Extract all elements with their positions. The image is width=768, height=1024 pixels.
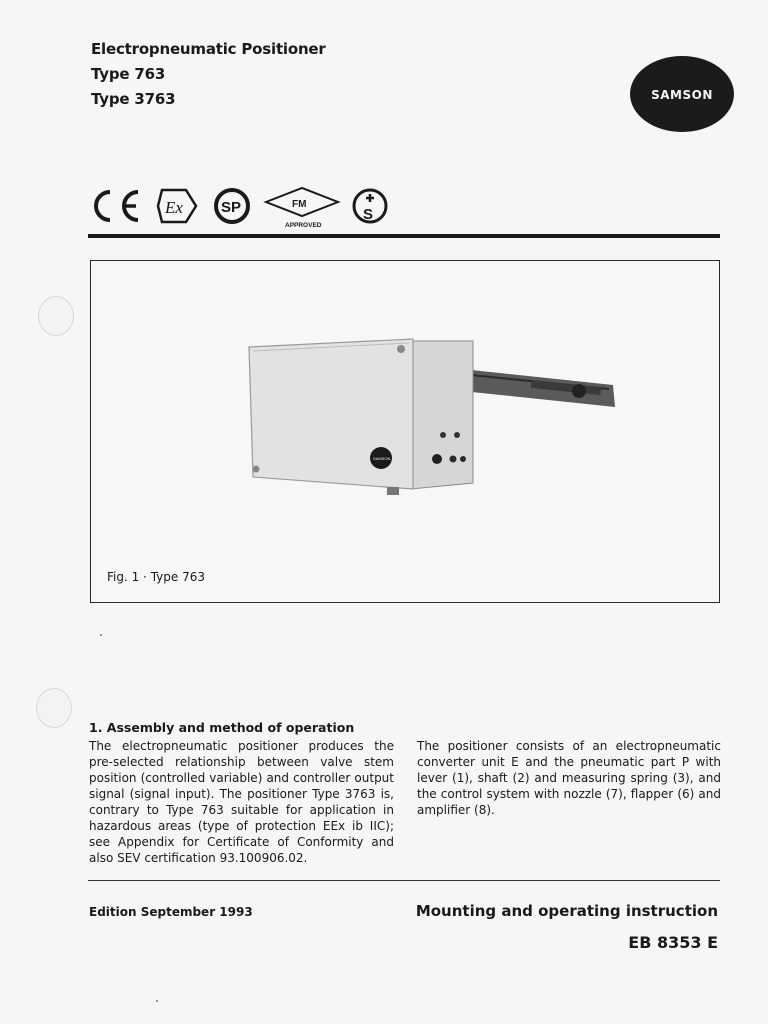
figure-caption: Fig. 1 · Type 763 bbox=[107, 570, 205, 584]
samson-logo bbox=[630, 56, 734, 132]
svg-text:SP: SP bbox=[221, 199, 242, 216]
header-divider bbox=[88, 234, 720, 238]
punch-hole bbox=[36, 688, 72, 728]
document-number: EB 8353 E bbox=[628, 933, 718, 952]
csa-mark-icon bbox=[212, 186, 252, 226]
scan-speck bbox=[156, 1000, 158, 1002]
type-763-title: Type 763 bbox=[91, 65, 166, 83]
fm-approved-icon bbox=[262, 184, 342, 230]
svg-text:FM: FM bbox=[292, 199, 307, 210]
samson-logo-text: samson bbox=[651, 84, 713, 104]
punch-hole bbox=[38, 296, 74, 336]
figure-frame bbox=[90, 260, 720, 603]
type-3763-title: Type 3763 bbox=[91, 90, 176, 108]
device-logo-text: SAMSON bbox=[373, 456, 391, 461]
section-heading: 1. Assembly and method of operation bbox=[89, 720, 355, 735]
ex-mark-icon bbox=[156, 186, 200, 226]
document-title: Electropneumatic Positioner bbox=[91, 40, 326, 58]
edition-date: Edition September 1993 bbox=[89, 905, 253, 919]
section-text-right: The positioner consists of an electropneumatic converter unit E and the pneumatic part P with lever (1), shaft (2) and measuring spring (3), and the control system with nozzle (7), flapper (6) and amplifier (8). bbox=[417, 739, 721, 817]
scan-speck bbox=[100, 634, 102, 636]
ce-mark-icon bbox=[88, 186, 144, 226]
svg-text:Ex: Ex bbox=[165, 198, 183, 217]
footer-divider bbox=[88, 880, 720, 881]
section-text-left: The electropneumatic positioner produces the pre-selected relationship between valve stem position (controlled variable) and controller output signal (signal input). The positioner Type 3763 is, contrary to Type 763 suitable for application in hazardous areas (type of protection EEx ib IIC); see Appendix for Certificate of Conformity and also SEV certification 93.100906.02. bbox=[89, 739, 394, 865]
document-type: Mounting and operating instruction bbox=[415, 902, 718, 920]
svg-text:S: S bbox=[363, 206, 374, 223]
sev-mark-icon bbox=[350, 186, 390, 226]
svg-text:APPROVED: APPROVED bbox=[285, 222, 322, 229]
positioner-device-image bbox=[91, 261, 719, 602]
